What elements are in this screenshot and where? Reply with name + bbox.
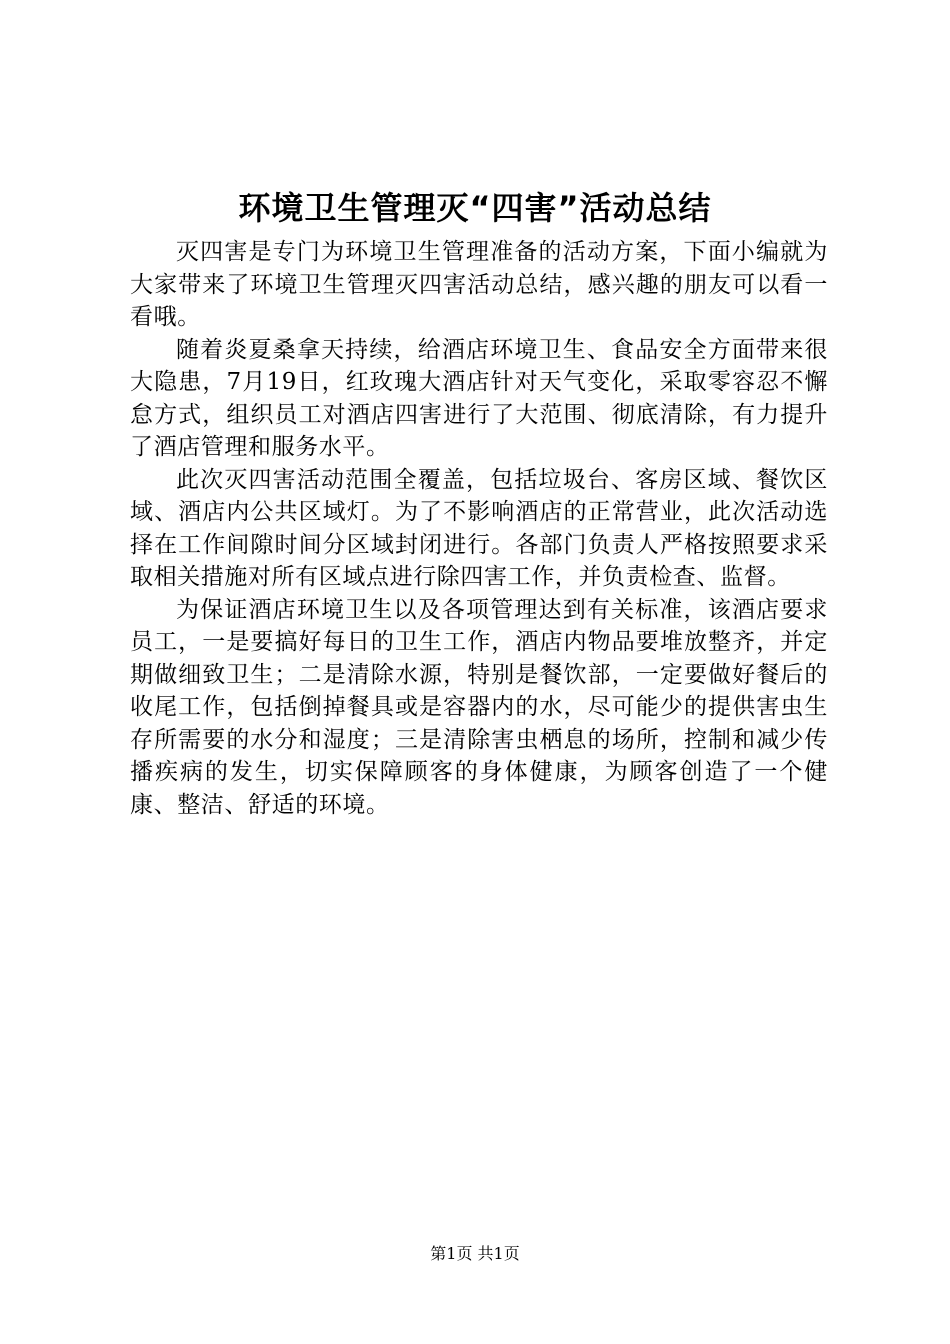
page-number-footer: 第1页 共1页 — [430, 1244, 520, 1263]
paragraph-intro: 灭四害是专门为环境卫生管理准备的活动方案，下面小编就为大家带来了环境卫生管理灭四害活动总结，感兴趣的朋友可以看一看哦。 — [130, 239, 828, 330]
document-title: 环境卫生管理灭“四害”活动总结 — [238, 189, 712, 227]
paragraph-scope: 此次灭四害活动范围全覆盖，包括垃圾台、客房区域、餐饮区域、酒店内公共区域灯。为了不影响酒店的正常营业，此次活动选择在工作间隙时间分区域封闭进行。各部门负责人严格按照要求采取相关措施对所有区域点进行除四害工作，并负责检查、监督。 — [130, 466, 828, 590]
paragraph-background: 随着炎夏桑拿天持续，给酒店环境卫生、食品安全方面带来很大隐患，7月19日，红玫瑰大酒店针对天气变化，采取零容忍不懈怠方式，组织员工对酒店四害进行了大范围、彻底清除，有力提升了酒店管理和服务水平。 — [130, 336, 828, 460]
paragraph-requirements: 为保证酒店环境卫生以及各项管理达到有关标准，该酒店要求员工，一是要搞好每日的卫生工作，酒店内物品要堆放整齐，并定期做细致卫生；二是清除水源，特别是餐饮部，一定要做好餐后的收尾工作，包括倒掉餐具或是容器内的水，尽可能少的提供害虫生存所需要的水分和湿度；三是清除害虫栖息的场所，控制和减少传播疾病的发生，切实保障顾客的身体健康，为顾客创造了一个健康、整洁、舒适的环境。 — [130, 596, 828, 818]
document-body — [130, 236, 828, 821]
